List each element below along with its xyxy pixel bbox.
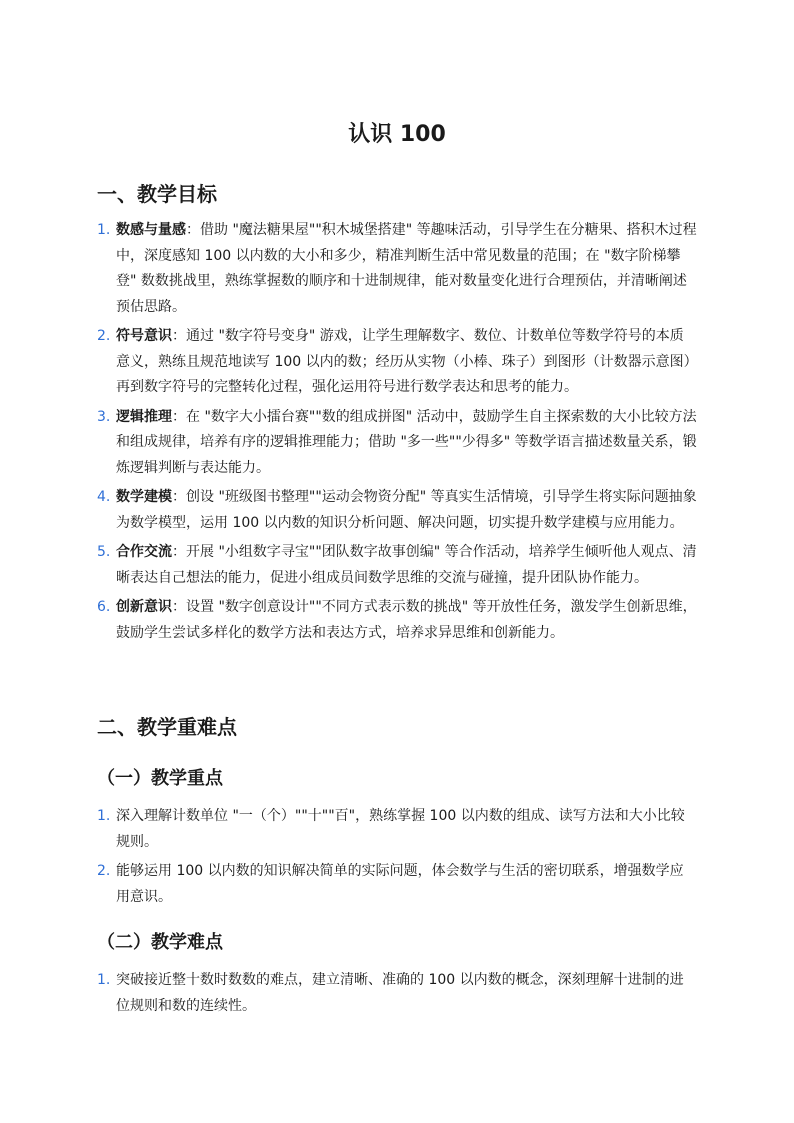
item-text: 能够运用 100 以内数的知识解决简单的实际问题，体会数学与生活的密切联系，增强数学应用意识。 [116,863,684,905]
list-item: 3. 逻辑推理：在 "数字大小擂台赛""数的组成拼图" 活动中，鼓励学生自主探索数的大小比较方法和组成规律，培养有序的逻辑推理能力；借助 "多一些""少得多" 等数学语言描述数量关系，锻炼逻辑判断与表达能力。 [97,405,697,482]
item-text: 创设 "班级图书整理""运动会物资分配" 等真实生活情境，引导学生将实际问题抽象为数学模型，运用 100 以内数的知识分析问题、解决问题，切实提升数学建模与应用能力。 [116,489,697,531]
item-text: 突破接近整十数时数数的难点，建立清晰、准确的 100 以内数的概念，深刻理解十进制的进位规则和数的连续性。 [116,972,684,1014]
list-item: 2. 符号意识：通过 "数字符号变身" 游戏，让学生理解数字、数位、计数单位等数学符号的本质意义，熟练且规范地读写 100 以内的数；经历从实物（小棒、珠子）到图形（计数器示意图）再到数字符号的完整转化过程，强化运用符号进行数学表达和思考的能力。 [97,324,697,401]
item-text: 在 "数字大小擂台赛""数的组成拼图" 活动中，鼓励学生自主探索数的大小比较方法和组成规律，培养有序的逻辑推理能力；借助 "多一些""少得多" 等数学语言描述数量关系，锻炼逻辑判断与表达能力。 [116,408,697,476]
section-heading-keypoints: 二、教学重难点 [97,715,237,739]
item-label: 数学建模 [116,489,172,505]
page-title: 认识 100 [348,122,446,147]
item-label: 创新意识 [116,599,172,615]
list-item: 1. 数感与量感：借助 "魔法糖果屋""积木城堡搭建" 等趣味活动，引导学生在分糖果、搭积木过程中，深度感知 100 以内数的大小和多少，精准判断生活中常见数量的范围；在 "数字阶梯攀登" 数数挑战里，熟练掌握数的顺序和十进制规律，能对数量变化进行合理预估，并清晰阐述预估思路。 [97,218,697,320]
item-label: 符号意识 [116,328,172,344]
item-text: 开展 "小组数字寻宝""团队数字故事创编" 等合作活动，培养学生倾听他人观点、清晰表达自己想法的能力，促进小组成员间数学思维的交流与碰撞，提升团队协作能力。 [116,544,697,586]
item-text: 借助 "魔法糖果屋""积木城堡搭建" 等趣味活动，引导学生在分糖果、搭积木过程中，深度感知 100 以内数的大小和多少，精准判断生活中常见数量的范围；在 "数字阶梯攀登" 数数挑战里，熟练掌握数的顺序和十进制规律，能对数量变化进行合理预估，并清晰阐述预估思路。 [116,222,697,315]
list-number: 2. [97,863,111,879]
item-label: 数感与量感 [116,222,186,238]
subsection-heading-difficulty: （二）教学难点 [97,932,223,953]
item-text: 深入理解计数单位 "一（个）""十""百"，熟练掌握 100 以内数的组成、读写方法和大小比较规则。 [116,808,685,850]
list-item [97,859,697,910]
list-number: 3. [97,408,111,425]
list-number: 1. [97,972,111,988]
item-label: 逻辑推理 [116,408,172,425]
item-label: 合作交流 [116,544,172,560]
list-item: 4. 数学建模：创设 "班级图书整理""运动会物资分配" 等真实生活情境，引导学生将实际问题抽象为数学模型，运用 100 以内数的知识分析问题、解决问题，切实提升数学建模与应用能力。 [97,485,697,536]
item-text: 通过 "数字符号变身" 游戏，让学生理解数字、数位、计数单位等数学符号的本质意义，熟练且规范地读写 100 以内的数；经历从实物（小棒、珠子）到图形（计数器示意图）再到数字符号的完整转化过程，强化运用符号进行数学表达和思考的能力。 [116,328,691,395]
list-item: 5. 合作交流：开展 "小组数字寻宝""团队数字故事创编" 等合作活动，培养学生倾听他人观点、清晰表达自己想法的能力，促进小组成员间数学思维的交流与碰撞，提升团队协作能力。 [97,540,697,591]
section-heading-goals: 一、教学目标 [97,182,217,206]
list-number: 2. [97,328,111,344]
list-item [97,968,697,1019]
list-item: 6. 创新意识：设置 "数字创意设计""不同方式表示数的挑战" 等开放性任务，激发学生创新思维，鼓励学生尝试多样化的数学方法和表达方式，培养求异思维和创新能力。 [97,595,697,646]
difficulty-list [97,968,697,1023]
goals-list [97,218,697,650]
subsection-heading-focus: （一）教学重点 [97,768,223,789]
list-number: 6. [97,599,111,615]
list-number: 5. [97,544,111,560]
list-item [97,804,697,855]
focus-list [97,804,697,914]
item-text: 设置 "数字创意设计""不同方式表示数的挑战" 等开放性任务，激发学生创新思维，鼓励学生尝试多样化的数学方法和表达方式，培养求异思维和创新能力。 [116,599,697,641]
list-number: 4. [97,489,111,505]
list-number: 1. [97,222,111,238]
list-number: 1. [97,808,111,824]
